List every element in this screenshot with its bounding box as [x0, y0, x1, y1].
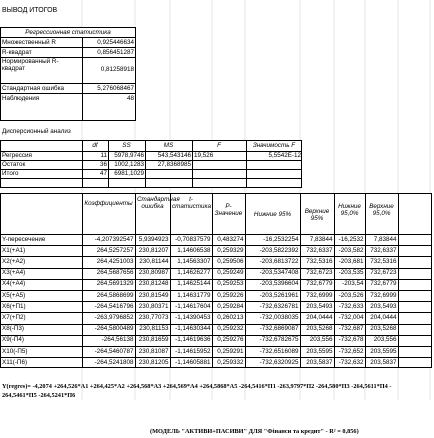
coef-cell: 732,6779 [370, 280, 397, 288]
coef-cell: -732,632 [338, 358, 364, 366]
coef-cell: 230,81207 [138, 246, 169, 254]
anova-cell: 19,526 [194, 152, 214, 159]
output-title: ВЫВОД ИТОГОВ [2, 7, 58, 14]
coef-cell: 264,5868699 [96, 291, 134, 299]
stat-value: 48 [126, 95, 134, 102]
coef-cell: 203,5268 [370, 325, 397, 333]
coef-cell: -203,535 [338, 269, 364, 277]
coef-cell: -1,14615952 [175, 347, 211, 355]
anova-header-ms: MS [163, 142, 174, 149]
coef-cell: 0,259291 [217, 347, 244, 355]
coef-cell: 230,80371 [138, 302, 169, 310]
coef-cell: 732,6337 [306, 246, 333, 254]
coef-cell: 0,259276 [217, 336, 244, 344]
coef-cell: -264,5800489 [94, 325, 134, 333]
coef-cell: 230,80987 [138, 269, 169, 277]
coef-cell: -732,0038035 [259, 314, 299, 321]
coef-cell: 732,6999 [370, 291, 397, 299]
coef-cell: 7,83844 [309, 235, 333, 243]
stat-value: 0,81258918 [100, 66, 134, 73]
coef-cell: 732,6779 [306, 280, 333, 288]
anova-row-label: Итого [2, 170, 19, 177]
anova-cell: 543,543146 [157, 152, 191, 159]
coef-cell: 203,5595 [306, 347, 333, 355]
coef-cell: 0,259226 [217, 291, 244, 299]
coef-cell: 203,5837 [370, 358, 397, 366]
coef-row-label: X11(-П6) [2, 358, 28, 366]
coef-cell: 230,81659 [138, 336, 169, 344]
stat-label: Нормированный R-квадрат [2, 58, 59, 73]
coef-header: Верхние 95% [304, 208, 330, 223]
anova-header-f: F [217, 142, 221, 149]
anova-header-ss: SS [122, 142, 131, 149]
anova-header-df: df [92, 142, 98, 149]
coef-cell: 204,0444 [370, 314, 397, 321]
coef-cell: 230,81153 [139, 325, 169, 333]
coef-row-label: X9(-П4) [2, 336, 25, 344]
coef-cell: -203,5396604 [259, 280, 299, 288]
coef-row-label: X1(+A1) [2, 246, 26, 254]
coef-cell: -732,652 [338, 347, 364, 355]
coef-row-label: X7(+П2) [2, 314, 26, 321]
coef-cell: 732,5316 [370, 258, 397, 265]
stat-label: R-квадрат [2, 49, 32, 56]
coef-cell: 264,4251003 [96, 258, 134, 265]
coef-cell: 230,81144 [139, 258, 169, 265]
coef-cell: -203,54 [342, 280, 364, 288]
coef-cell: -732,687 [338, 325, 364, 333]
coef-cell: 203,5268 [306, 325, 333, 333]
coef-cell: 203,556 [373, 336, 397, 344]
coef-header: Нижние 95% [253, 211, 292, 218]
coef-cell: 732,6337 [370, 246, 397, 254]
coef-cell: -732,633 [338, 302, 364, 310]
coef-cell: -203,5347408 [259, 269, 299, 277]
regression-stats-header: Регрессионная статистика [25, 28, 111, 36]
coef-cell: -203,6813722 [259, 258, 299, 265]
coef-cell: 230,77073 [138, 314, 169, 321]
regression-formula-line-2: 264,5461*П5 -264,5241*П6 [2, 392, 76, 399]
coef-row-label: X3(+A4) [2, 269, 26, 277]
stat-value: 0,856451287 [97, 49, 134, 56]
model-caption: (МОДЕЛЬ "АКТИВИ+ПАСИВИ" ДЛЯ "Фінанси та кредит" - R² = 0,856) [150, 428, 359, 435]
stat-label: Множественный R [2, 39, 56, 46]
coef-cell: -264,5416796 [94, 302, 134, 310]
coef-cell: -4,207392547 [94, 235, 134, 243]
coef-cell: -1,14605881 [175, 358, 211, 366]
coef-cell: -203,526 [338, 291, 364, 299]
coef-cell: -732,6516089 [259, 347, 299, 355]
coef-cell: 230,81087 [138, 347, 169, 355]
coef-cell: 0,259284 [217, 302, 244, 310]
coef-header: Стандартная ошибка [137, 196, 180, 211]
anova-cell: 11 [100, 152, 107, 159]
stat-label: Стандартная ошибка [2, 85, 64, 92]
coef-cell: -264,5460787 [94, 347, 134, 355]
anova-cell: 27,8368985 [157, 161, 191, 168]
coef-cell: -264,5241808 [94, 358, 134, 366]
coef-header: P-Значение [214, 203, 243, 218]
coef-cell: -732,6320925 [259, 358, 299, 366]
coef-cell: 732,6723 [306, 269, 333, 277]
anova-cell: 47 [99, 170, 107, 177]
coef-cell: -1,14617604 [175, 302, 211, 310]
coef-cell: 203,5837 [306, 358, 333, 366]
coef-cell: 203,556 [309, 336, 333, 344]
coef-cell: -16,2532 [338, 235, 364, 243]
coef-cell: -1,14390453 [175, 314, 211, 321]
coef-cell: -1,14630344 [175, 325, 211, 333]
coef-cell: 0,260213 [217, 314, 244, 321]
anova-title: Дисперсионный анализ [2, 128, 71, 135]
coef-row-label: Y-пересечение [2, 235, 46, 243]
stat-label: Наблюдения [2, 95, 40, 102]
column-divider [398, 193, 399, 368]
coef-cell: 0,259329 [217, 246, 244, 254]
coef-cell: 732,5316 [306, 258, 333, 265]
coef-cell: 203,5595 [370, 347, 397, 355]
coef-cell: 0,259249 [217, 269, 244, 277]
coef-cell: 203,5493 [306, 302, 333, 310]
coef-cell: -263,9796852 [94, 314, 134, 321]
coef-cell: 264,5687656 [96, 269, 134, 277]
coef-row-label: X6(+П1) [2, 302, 26, 310]
coef-cell: -732,004 [338, 314, 364, 321]
regression-formula-line-1: Y(regres)= -4,2074 +264,526*A1 +264,425*A2 +264,568*A3 +264,569*A4 +264,5868*A5 -264,5416*П1 -263,9797*П2 -264,580*П3 -264,5611*П4 - [2, 383, 392, 390]
coef-header: t-статистика [172, 196, 211, 211]
stat-value: 0,925446634 [97, 39, 134, 46]
coef-cell: 1,14631779 [177, 291, 211, 299]
coef-cell: 7,83844 [373, 235, 397, 243]
coef-cell: -0,70837579 [175, 235, 211, 243]
anova-cell: 6981,1029 [114, 170, 144, 177]
coef-cell: -203,5822392 [259, 246, 299, 254]
coef-cell: -732,678 [338, 336, 364, 344]
coef-cell: -1,14619636 [175, 336, 211, 344]
anova-cell: 5,5542E-12 [268, 152, 301, 159]
coef-cell: -203,681 [338, 258, 364, 265]
anova-header-significance-f: Значимость F [252, 142, 296, 149]
anova-row-label: Регрессия [2, 152, 32, 159]
coef-row-label: X8(-П3) [2, 325, 25, 333]
coef-cell: 0,259232 [217, 325, 244, 333]
coef-cell: 732,6723 [370, 269, 397, 277]
coef-cell: 1,14625144 [177, 280, 211, 288]
coef-cell: -16,2532254 [263, 235, 299, 243]
coef-header: Верхние 95,0% [369, 203, 394, 218]
anova-cell: 1002,1283 [114, 161, 144, 168]
coef-cell: -732,6782675 [259, 336, 299, 344]
coef-cell: 203,5493 [370, 302, 397, 310]
coef-header: Коэффициенты [84, 200, 133, 207]
coef-cell: 0,259506 [217, 258, 244, 265]
coef-cell: 264,5691329 [96, 280, 134, 288]
anova-row-label: Остаток [2, 161, 26, 168]
coef-row-label: X4(+A4) [2, 280, 26, 288]
anova-cell: 5978,9746 [114, 152, 144, 159]
coef-cell: -732,6326781 [259, 302, 299, 310]
coef-cell: -203,582 [338, 246, 364, 254]
coef-cell: 204,0444 [306, 314, 333, 321]
coef-cell: 5,9394923 [138, 235, 169, 243]
coef-cell: -732,6869087 [259, 325, 299, 333]
coef-cell: -264,56138 [101, 336, 134, 344]
coef-cell: 230,81549 [138, 291, 169, 299]
coef-cell: 1,14606538 [177, 246, 211, 254]
coef-cell: 1,14626277 [177, 269, 211, 277]
anova-cell: 36 [99, 161, 107, 168]
stat-value: 5,276068467 [97, 85, 134, 92]
coef-cell: -203,5261961 [259, 291, 299, 299]
coef-cell: 0,259332 [217, 358, 244, 366]
coef-cell: 264,5257257 [96, 246, 134, 254]
coef-cell: 732,6999 [306, 291, 333, 299]
coef-cell: 230,81205 [138, 358, 169, 366]
coef-row-label: X2(+A2) [2, 258, 26, 265]
coef-cell: 0,259253 [217, 280, 244, 288]
coef-row-label: X10(-П5) [2, 347, 28, 355]
coef-row-label: X5(+A5) [2, 291, 26, 299]
coef-header: Нижние 95,0% [338, 203, 361, 218]
coef-cell: 0,483274 [217, 235, 244, 243]
coef-cell: 1,14563307 [177, 258, 211, 265]
coef-cell: 230,81248 [138, 280, 169, 288]
